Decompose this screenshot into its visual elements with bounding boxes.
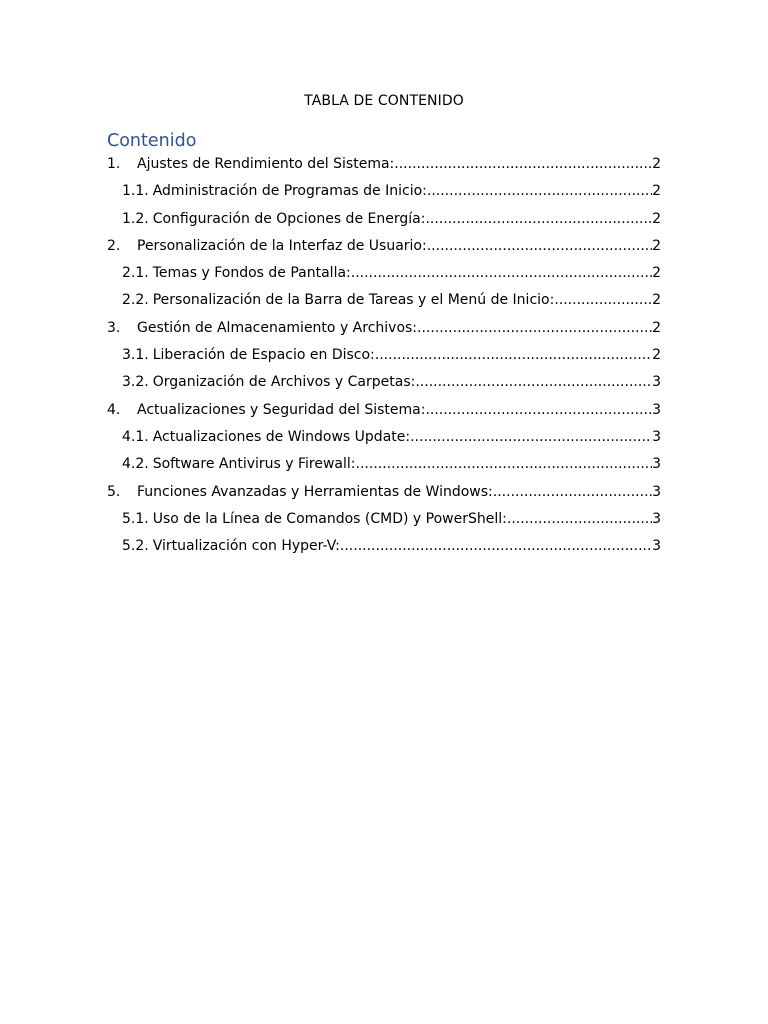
toc-entry-title: Actualizaciones de Windows Update: <box>152 428 411 445</box>
toc-entry-number: 3.1. <box>122 347 149 364</box>
toc-dot-leader <box>427 180 652 202</box>
toc-dot-leader <box>425 208 652 230</box>
toc-dot-leader <box>356 453 653 475</box>
toc-entry-subsection[interactable] <box>107 453 661 480</box>
toc-page-number: 2 <box>652 319 661 336</box>
toc-page-number: 2 <box>652 347 661 364</box>
toc-entry-number: 2. <box>107 237 121 254</box>
toc-page-number: 2 <box>652 265 661 282</box>
toc-entry-title: Organización de Archivos y Carpetas: <box>152 374 416 391</box>
toc-entry-number: 2.1. <box>122 265 149 282</box>
toc-entry-subsection[interactable] <box>107 371 661 398</box>
toc-dot-leader <box>410 426 652 448</box>
toc-page-number: 2 <box>652 183 661 200</box>
toc-entry-section[interactable] <box>107 399 661 426</box>
toc-entry-number: 3. <box>107 319 121 336</box>
toc-entry-title: Personalización de la Barra de Tareas y el Menú de Inicio: <box>152 292 555 309</box>
toc-dot-leader <box>554 289 652 311</box>
toc-entry-title: Virtualización con Hyper-V: <box>152 538 340 555</box>
toc-entry-title: Software Antivirus y Firewall: <box>152 456 356 473</box>
toc-entry-subsection[interactable] <box>107 180 661 207</box>
toc-entry-subsection[interactable] <box>107 208 661 235</box>
toc-entry-subsection[interactable] <box>107 426 661 453</box>
toc-entry-title: Administración de Programas de Inicio: <box>152 183 427 200</box>
toc-entry-number: 3.2. <box>122 374 149 391</box>
toc-entry-title: Actualizaciones y Seguridad del Sistema: <box>137 401 426 418</box>
table-of-contents <box>107 153 661 562</box>
toc-entry-title: Gestión de Almacenamiento y Archivos: <box>137 319 418 336</box>
toc-entry-number: 5.1. <box>122 510 149 527</box>
toc-entry-number: 1.1. <box>122 183 149 200</box>
toc-page-number: 3 <box>652 456 661 473</box>
toc-entry-number: 2.2. <box>122 292 149 309</box>
toc-page-number: 3 <box>652 401 661 418</box>
toc-page-number: 3 <box>652 428 661 445</box>
toc-entry-title: Ajustes de Rendimiento del Sistema: <box>137 156 395 172</box>
toc-entry-number: 4. <box>107 401 121 418</box>
toc-dot-leader <box>340 535 652 557</box>
toc-page-number: 2 <box>652 237 661 254</box>
toc-entry-number: 1. <box>107 156 121 172</box>
toc-dot-leader <box>375 344 652 366</box>
toc-dot-leader <box>427 235 652 257</box>
document-title: TABLA DE CONTENIDO <box>304 93 464 109</box>
toc-entry-title: Funciones Avanzadas y Herramientas de Windows: <box>137 483 493 500</box>
toc-dot-leader <box>394 153 652 175</box>
toc-entry-section[interactable] <box>107 235 661 262</box>
toc-dot-leader <box>351 262 652 284</box>
toc-entry-subsection[interactable] <box>107 289 661 316</box>
toc-dot-leader <box>417 317 652 339</box>
toc-entry-number: 5.2. <box>122 538 149 555</box>
toc-heading: Contenido <box>107 131 197 151</box>
toc-entry-number: 4.1. <box>122 428 149 445</box>
toc-entry-section[interactable] <box>107 481 661 508</box>
toc-dot-leader <box>425 399 652 421</box>
toc-entry-title: Personalización de la Interfaz de Usuario: <box>137 237 427 254</box>
toc-page-number: 3 <box>652 538 661 555</box>
toc-entry-subsection[interactable] <box>107 262 661 289</box>
toc-entry-section[interactable] <box>107 317 661 344</box>
toc-entry-subsection[interactable] <box>107 535 661 562</box>
toc-page-number: 3 <box>652 510 661 527</box>
toc-page-number: 3 <box>652 483 661 500</box>
toc-dot-leader <box>493 481 652 503</box>
toc-page-number: 2 <box>652 292 661 309</box>
toc-entry-title: Temas y Fondos de Pantalla: <box>152 265 351 282</box>
toc-entry-title: Configuración de Opciones de Energía: <box>152 210 426 227</box>
toc-entry-title: Uso de la Línea de Comandos (CMD) y PowerShell: <box>152 510 507 527</box>
toc-entry-subsection[interactable] <box>107 344 661 371</box>
toc-page-number: 2 <box>652 210 661 227</box>
toc-entry-number: 5. <box>107 483 121 500</box>
toc-page-number: 3 <box>652 374 661 391</box>
toc-entry-title: Liberación de Espacio en Disco: <box>152 347 375 364</box>
toc-dot-leader <box>415 371 652 393</box>
toc-entry-subsection[interactable] <box>107 508 661 535</box>
toc-entry-section[interactable] <box>107 153 661 180</box>
toc-page-number: 2 <box>652 156 661 172</box>
toc-dot-leader <box>507 508 652 530</box>
toc-entry-number: 1.2. <box>122 210 149 227</box>
toc-entry-number: 4.2. <box>122 456 149 473</box>
